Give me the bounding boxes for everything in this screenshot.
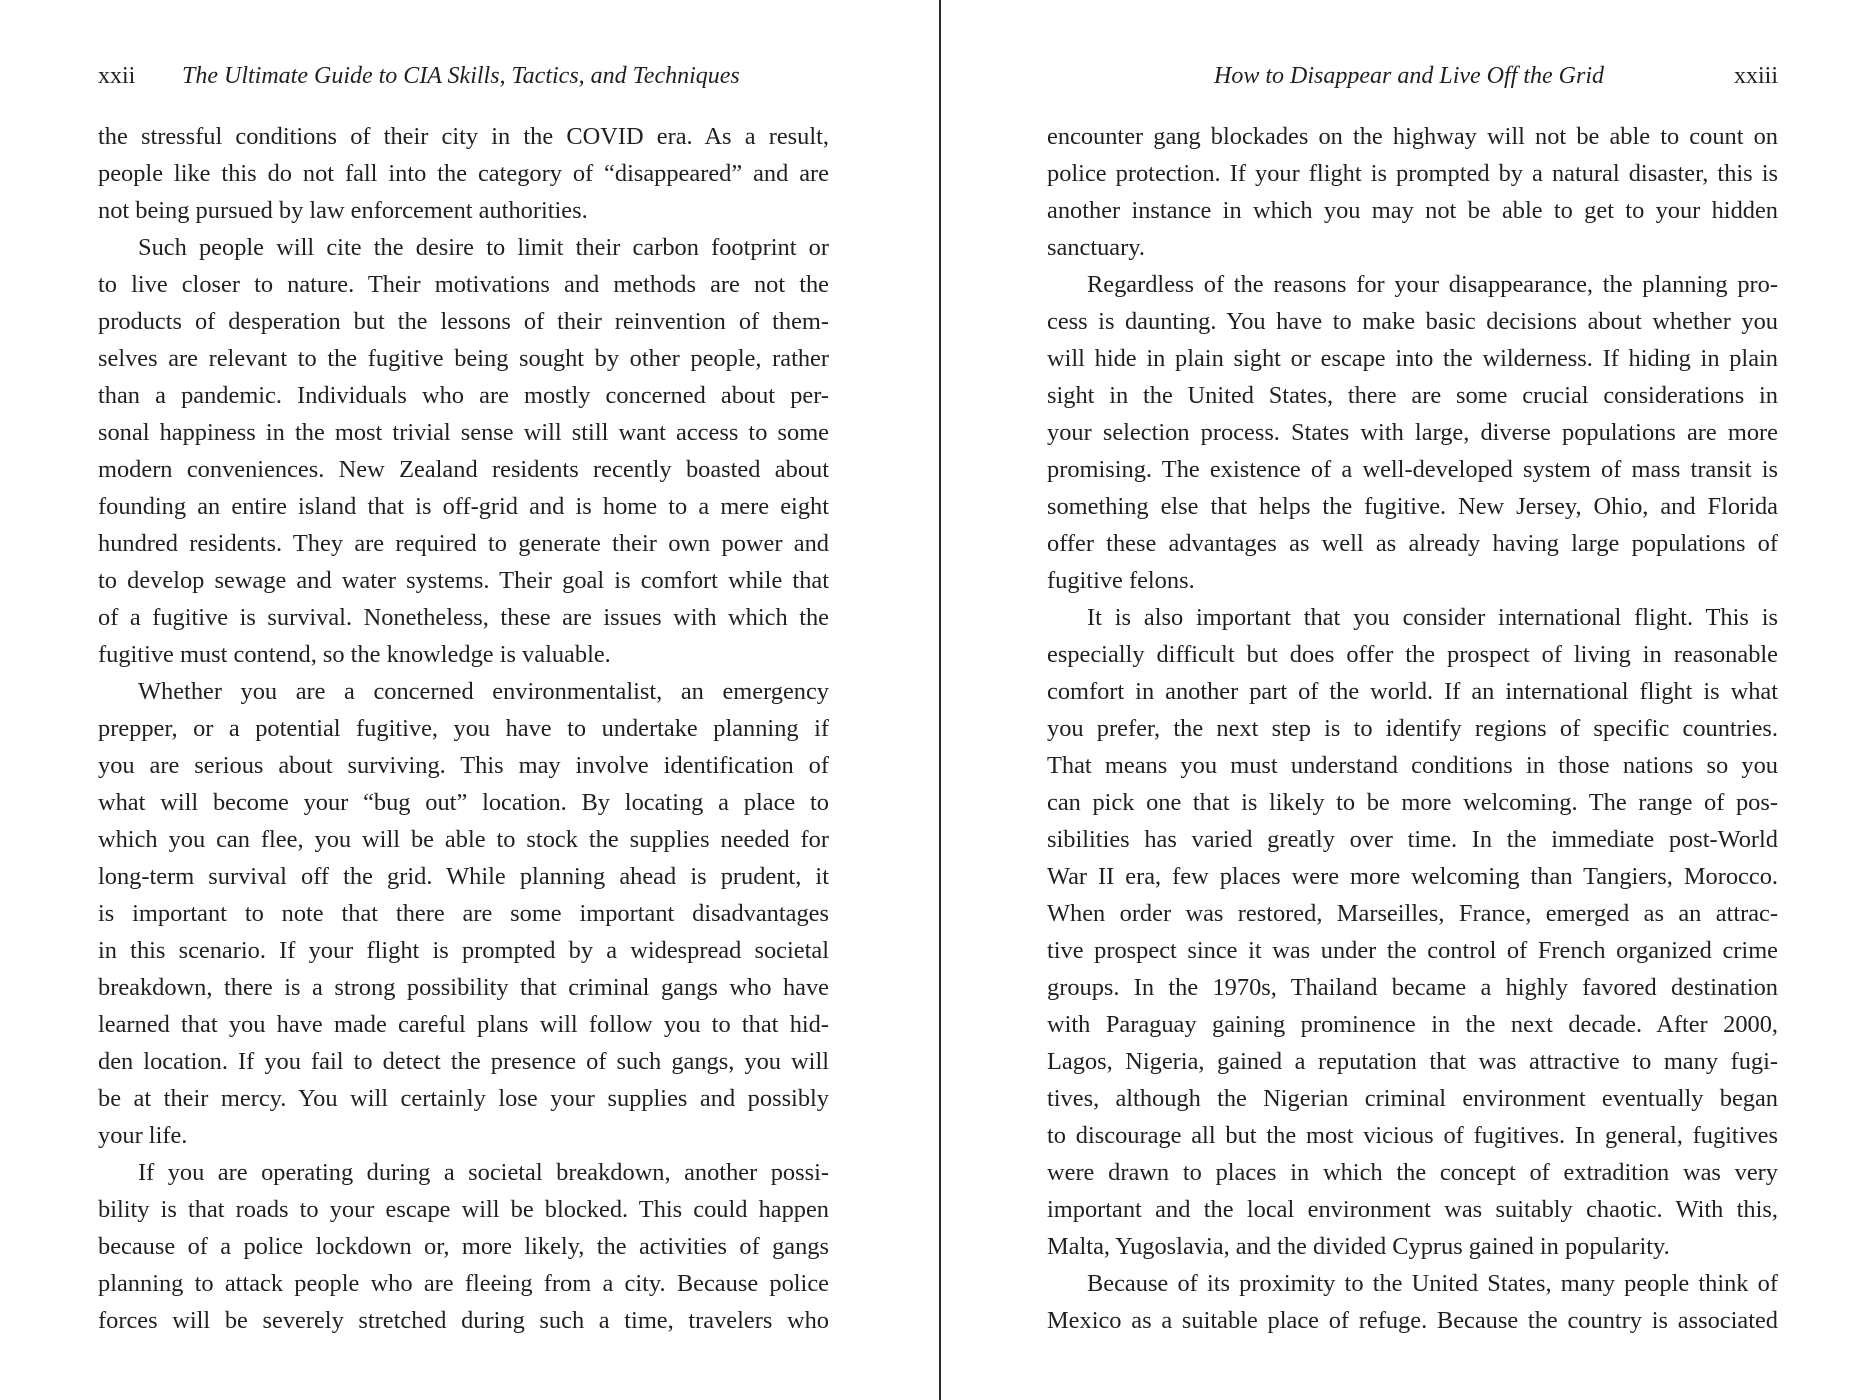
running-title: How to Disappear and Live Off the Grid bbox=[1214, 63, 1604, 89]
page-number: xxii bbox=[98, 63, 136, 89]
text-line: groups. In the 1970s, Thailand became a highly favored destination bbox=[1047, 974, 1778, 1001]
text-line: your selection process. States with large, diverse populations are more bbox=[1047, 419, 1778, 446]
text-line: If you are operating during a societal breakdown, another possi- bbox=[138, 1159, 829, 1186]
text-line: products of desperation but the lessons of their reinvention of them- bbox=[98, 308, 829, 335]
text-line: is important to note that there are some important disadvantages bbox=[98, 900, 829, 927]
text-line: the stressful conditions of their city in the COVID era. As a result, bbox=[98, 123, 829, 150]
text-line: forces will be severely stretched during such a time, travelers who bbox=[98, 1307, 829, 1334]
text-line: promising. The existence of a well-developed system of mass transit is bbox=[1047, 456, 1778, 483]
text-line: people like this do not fall into the category of “disappeared” and are bbox=[98, 160, 829, 187]
text-line: another instance in which you may not be able to get to your hidden bbox=[1047, 197, 1778, 224]
text-line: founding an entire island that is off-grid and is home to a mere eight bbox=[98, 493, 829, 520]
text-line: breakdown, there is a strong possibility that criminal gangs who have bbox=[98, 974, 829, 1001]
text-line: because of a police lockdown or, more likely, the activities of gangs bbox=[98, 1233, 829, 1260]
text-line: tive prospect since it was under the control of French organized crime bbox=[1047, 937, 1778, 964]
text-line: sight in the United States, there are some crucial considerations in bbox=[1047, 382, 1778, 409]
text-line: sonal happiness in the most trivial sense will still want access to some bbox=[98, 419, 829, 446]
text-line: modern conveniences. New Zealand residents recently boasted about bbox=[98, 456, 829, 483]
right-page bbox=[1047, 0, 1778, 1400]
text-line: something else that helps the fugitive. New Jersey, Ohio, and Florida bbox=[1047, 493, 1778, 520]
text-line: especially difficult but does offer the prospect of living in reasonable bbox=[1047, 641, 1778, 668]
running-head-left bbox=[98, 60, 829, 92]
text-line: Such people will cite the desire to limit their carbon footprint or bbox=[138, 234, 829, 261]
text-line: offer these advantages as well as already having large populations of bbox=[1047, 530, 1778, 557]
running-head-right bbox=[1047, 60, 1778, 92]
text-line: comfort in another part of the world. If an international flight is what bbox=[1047, 678, 1778, 705]
text-line: of a fugitive is survival. Nonetheless, these are issues with which the bbox=[98, 604, 829, 631]
text-line: with Paraguay gaining prominence in the next decade. After 2000, bbox=[1047, 1011, 1778, 1038]
text-line: not being pursued by law enforcement authorities. bbox=[98, 197, 588, 224]
text-line: which you can flee, you will be able to stock the supplies needed for bbox=[98, 826, 829, 853]
body-text bbox=[1047, 118, 1778, 1339]
page-gutter bbox=[939, 0, 941, 1400]
text-line: When order was restored, Marseilles, France, emerged as an attrac- bbox=[1047, 900, 1778, 927]
text-line: Regardless of the reasons for your disappearance, the planning pro- bbox=[1087, 271, 1778, 298]
text-line: encounter gang blockades on the highway will not be able to count on bbox=[1047, 123, 1778, 150]
text-line: cess is daunting. You have to make basic decisions about whether you bbox=[1047, 308, 1778, 335]
text-line: than a pandemic. Individuals who are mostly concerned about per- bbox=[98, 382, 829, 409]
text-line: to develop sewage and water systems. Their goal is comfort while that bbox=[98, 567, 829, 594]
text-line: sibilities has varied greatly over time. In the immediate post-World bbox=[1047, 826, 1778, 853]
text-line: Mexico as a suitable place of refuge. Because the country is associated bbox=[1047, 1307, 1778, 1334]
text-line: bility is that roads to your escape will be blocked. This could happen bbox=[98, 1196, 829, 1223]
text-line: planning to attack people who are fleeing from a city. Because police bbox=[98, 1270, 829, 1297]
text-line: den location. If you fail to detect the presence of such gangs, you will bbox=[98, 1048, 829, 1075]
text-line: It is also important that you consider international flight. This is bbox=[1087, 604, 1778, 631]
text-line: you are serious about surviving. This may involve identification of bbox=[98, 752, 829, 779]
text-line: what will become your “bug out” location. By locating a place to bbox=[98, 789, 829, 816]
text-line: Malta, Yugoslavia, and the divided Cyprus gained in popularity. bbox=[1047, 1233, 1670, 1260]
text-line: hundred residents. They are required to generate their own power and bbox=[98, 530, 829, 557]
text-line: to live closer to nature. Their motivations and methods are not the bbox=[98, 271, 829, 298]
text-line: Whether you are a concerned environmentalist, an emergency bbox=[138, 678, 829, 705]
text-line: That means you must understand conditions in those nations so you bbox=[1047, 752, 1778, 779]
body-text bbox=[98, 118, 829, 1339]
text-line: selves are relevant to the fugitive being sought by other people, rather bbox=[98, 345, 829, 372]
text-line: Because of its proximity to the United States, many people think of bbox=[1087, 1270, 1778, 1297]
text-line: you prefer, the next step is to identify regions of specific countries. bbox=[1047, 715, 1778, 742]
text-line: War II era, few places were more welcoming than Tangiers, Morocco. bbox=[1047, 863, 1778, 890]
text-line: tives, although the Nigerian criminal environment eventually began bbox=[1047, 1085, 1778, 1112]
text-line: your life. bbox=[98, 1122, 188, 1149]
text-line: police protection. If your flight is prompted by a natural disaster, this is bbox=[1047, 160, 1778, 187]
running-title: The Ultimate Guide to CIA Skills, Tactics, and Techniques bbox=[182, 63, 740, 89]
text-line: will hide in plain sight or escape into the wilderness. If hiding in plain bbox=[1047, 345, 1778, 372]
text-line: were drawn to places in which the concept of extradition was very bbox=[1047, 1159, 1778, 1186]
text-line: prepper, or a potential fugitive, you have to undertake planning if bbox=[98, 715, 829, 742]
text-line: can pick one that is likely to be more welcoming. The range of pos- bbox=[1047, 789, 1778, 816]
text-line: be at their mercy. You will certainly lose your supplies and possibly bbox=[98, 1085, 829, 1112]
text-line: in this scenario. If your flight is prompted by a widespread societal bbox=[98, 937, 829, 964]
text-line: to discourage all but the most vicious of fugitives. In general, fugitives bbox=[1047, 1122, 1778, 1149]
text-line: long-term survival off the grid. While planning ahead is prudent, it bbox=[98, 863, 829, 890]
text-line: fugitive felons. bbox=[1047, 567, 1195, 594]
text-line: learned that you have made careful plans will follow you to that hid- bbox=[98, 1011, 829, 1038]
text-line: fugitive must contend, so the knowledge is valuable. bbox=[98, 641, 611, 668]
left-page bbox=[98, 0, 829, 1400]
text-line: important and the local environment was suitably chaotic. With this, bbox=[1047, 1196, 1778, 1223]
text-line: sanctuary. bbox=[1047, 234, 1145, 261]
text-line: Lagos, Nigeria, gained a reputation that was attractive to many fugi- bbox=[1047, 1048, 1778, 1075]
page-number: xxiii bbox=[1733, 63, 1778, 89]
